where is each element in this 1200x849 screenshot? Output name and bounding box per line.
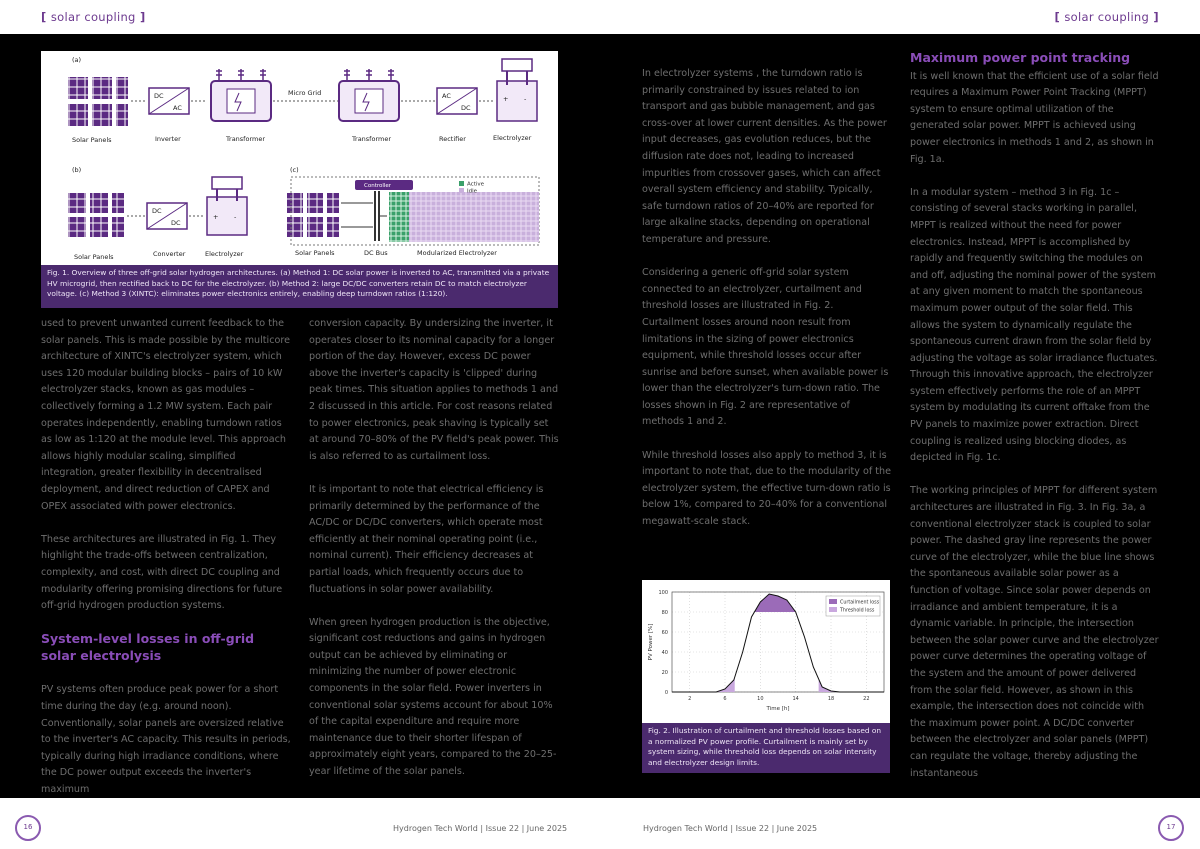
- micro-grid-label: Micro Grid: [288, 89, 322, 97]
- x-tick-label: 14: [792, 696, 799, 702]
- legend-active-label: Active: [467, 181, 485, 188]
- label-solar-panels: Solar Panels: [74, 253, 114, 261]
- footer-text-right: Hydrogen Tech World | Issue 22 | June 2025: [643, 824, 818, 833]
- column-4: [910, 50, 1160, 799]
- paragraph: It is important to note that electrical efficiency is primarily determined by the performance of the AC/DC or DC/DC converters, which operate most efficiently at their nominal operating point (i.e., nominal current). Their efficiency decreases at partial loads, which frequently occurs due to fluctuations in solar power availability.: [309, 483, 544, 595]
- page-number-right: [1158, 815, 1184, 841]
- x-tick-label: 18: [827, 696, 835, 702]
- x-tick-label: 10: [757, 696, 764, 702]
- label-inverter: Inverter: [155, 135, 181, 143]
- label-modular-electrolyzer: Modularized Electrolyzer: [417, 249, 497, 257]
- column-3: [642, 66, 892, 547]
- paragraph: conversion capacity. By undersizing the inverter, it operates closer to its nominal capacity for a longer portion of the day. However, excess DC power above the inverter's capacity is 'clipped' during peak times. This situation applies to methods 1 and 2 discussed in this article. For cost reasons related to power electronics, peak shaving is typically set at around 70–80% of the PV field's peak power. This is also referred to as curtailment loss.: [309, 318, 559, 462]
- y-tick-label: 0: [664, 690, 668, 696]
- svg-text:-: -: [234, 213, 237, 221]
- label-solar-panels: Solar Panels: [295, 249, 335, 257]
- panel-c-tag: (c): [290, 166, 299, 174]
- controller-box: [355, 180, 413, 190]
- x-tick-label: 22: [863, 696, 870, 702]
- legend-label: Threshold loss: [840, 608, 875, 614]
- svg-text:-: -: [524, 95, 527, 103]
- paragraph: In electrolyzer systems , the turndown ratio is primarily constrained by issues related to ion transport and gas bubble management, and gas cross-over at lower current densities. As the power input decreases, gas evolution reduces, but the diffusion rate does not, leading to increased impurities from crossover gases, which can affect overall system efficiency and stability. Typically, safe turndown ratios of 20–40% are reported for large alkaline stacks, depending on operational temperature and pressure.: [642, 68, 887, 245]
- converter-bottom-label: DC: [171, 219, 181, 227]
- modular-electrolyzer-grid: [389, 192, 539, 242]
- label-solar-panels: Solar Panels: [72, 136, 112, 144]
- svg-text:+: +: [213, 213, 219, 221]
- legend-swatch: [829, 607, 837, 612]
- paragraph: While threshold losses also apply to method 3, it is important to note that, due to the modularity of the electrolyzer system, the effective turn-down ratio is below 1%, compared to 20–40% for a conventional megawatt-scale stack.: [642, 449, 892, 528]
- footer-text-left: Hydrogen Tech World | Issue 22 | June 2025: [393, 824, 568, 833]
- label-transformer: Transformer: [226, 135, 266, 143]
- figure-2-caption: Fig. 2. Illustration of curtailment and threshold losses based on a normalized PV power profile. Curtailment is mainly set by system sizing, while threshold loss depends on solar intensity and electrolyzer design limits.: [642, 723, 890, 773]
- inverter-bottom-label: AC: [173, 104, 182, 112]
- converter-icon: [147, 203, 187, 229]
- solar-panels-icon: [68, 193, 124, 237]
- transformer-icon: [211, 69, 271, 121]
- paragraph: used to prevent unwanted current feedback to the solar panels. This is made possible by the multicore architecture of XINTC's electrolyzer system, which uses 120 modular building blocks – pairs of 10 kW electrolyzer stacks, known as gas modules – collectively forming a 1.2 MW system. Each pair operates independently, enabling turndown ratios as low as 1:120 at the module level. This approach allows highly modular scaling, simplified integration, greater flexibility in decentralised deployment, and direct reduction of CAPEX and OPEX associated with power electronics.: [41, 318, 290, 512]
- section-tag-right: [ solar coupling ]: [1054, 10, 1159, 24]
- x-tick-label: 6: [723, 696, 727, 702]
- rectifier-bottom-label: DC: [461, 104, 471, 112]
- solar-panels-icon: [287, 193, 339, 237]
- y-tick-label: 20: [661, 670, 668, 676]
- svg-text:+: +: [503, 95, 509, 103]
- footer-bar: [0, 798, 1200, 849]
- architecture-diagram: [41, 51, 558, 265]
- y-tick-label: 40: [661, 650, 668, 656]
- electrolyzer-icon: [207, 177, 247, 235]
- label-rectifier: Rectifier: [439, 135, 466, 143]
- inverter-icon: [149, 88, 189, 114]
- solar-panels-icon: [68, 77, 128, 126]
- paragraph: These architectures are illustrated in Fig. 1. They highlight the trade-offs between centralization, complexity, and cost, with direct DC coupling and modularity offering promising directions for future off-grid hydrogen production systems.: [41, 533, 283, 612]
- section-tag-left: [ solar coupling ]: [41, 10, 146, 24]
- pv-power-chart: [642, 580, 890, 723]
- controller-label: Controller: [364, 183, 392, 189]
- paragraph: When green hydrogen production is the objective, significant cost reductions and gains in hydrogen output can be achieved by eliminating or minimizing the number of power electronic components in the solar field. Power inverters in conventional solar systems account for about 10% of the capital expenditure and require more maintenance due to their shorter lifespan of approximately eight years, compared to the 20–25-year lifetime of the solar panels.: [309, 616, 557, 778]
- section-heading: Maximum power point tracking: [910, 50, 1131, 65]
- label-transformer: Transformer: [352, 135, 392, 143]
- rectifier-icon: [437, 88, 477, 114]
- label-electrolyzer: Electrolyzer: [205, 250, 244, 258]
- label-converter: Converter: [153, 250, 186, 258]
- electrolyzer-icon: [497, 59, 537, 121]
- section-tag-label: solar coupling: [50, 10, 136, 24]
- transformer-icon: [339, 69, 399, 121]
- legend-label: Curtailment loss: [840, 600, 880, 606]
- panel-a-tag: (a): [72, 56, 82, 64]
- paragraph: PV systems often produce peak power for a short time during the day (e.g. around noon). Conventionally, solar panels are oversized relative to the inverter's AC capacity. This results in periods, typically during high irradiance conditions, where the DC power output exceeds the inverter's maximum: [41, 684, 291, 796]
- page-number-left: [15, 815, 41, 841]
- legend-swatch: [829, 599, 837, 604]
- label-dc-bus: DC Bus: [364, 249, 388, 257]
- legend-idle-label: Idle: [467, 188, 478, 195]
- rectifier-top-label: AC: [442, 92, 451, 100]
- paragraph: It is well known that the efficient use of a solar field requires a Maximum Power Point Tracking (MPPT) system to ensure optimal utilization of the generated solar power. MPPT is achieved using power electronics in methods 1 and 2, as shown in Fig. 1a.: [910, 70, 1159, 165]
- panel-b-tag: (b): [72, 166, 82, 174]
- converter-top-label: DC: [152, 207, 162, 215]
- dc-bus-icon: [341, 191, 387, 241]
- page-number-label: 16: [23, 823, 33, 831]
- section-tag-label: solar coupling: [1064, 10, 1150, 24]
- paragraph: The working principles of MPPT for different system architectures are illustrated in Fig. 3. In Fig. 3a, a conventional electrolyzer stack is coupled to solar power. The dashed gray line represents the power curve of the electrolyzer, while the blue line shows the spontaneous available solar power as a function of voltage. Since solar power depends on irradiance and ambient temperature, it is a dynamic variable. In principle, the intersection between the solar power curve and the electrolyzer power curve determines the operating voltage of the system and the amount of power delivered from the solar field. However, as shown in this example, the intersection does not coincide with the maximum power point. A DC/DC converter between the electrolyzer and solar panels (MPPT) can regulate the voltage, thereby adjusting the instantaneous: [910, 485, 1159, 779]
- pv-power-chart-svg: [642, 580, 890, 723]
- x-tick-label: 2: [688, 696, 692, 702]
- section-heading: System-level losses in off-grid solar electrolysis: [41, 631, 255, 663]
- y-tick-label: 80: [661, 610, 668, 616]
- column-2: [309, 316, 559, 797]
- y-tick-label: 100: [658, 590, 668, 596]
- figure-1: [41, 51, 558, 308]
- y-tick-label: 60: [661, 630, 668, 636]
- page-number-label: 17: [1166, 823, 1176, 831]
- figure-2: [642, 580, 890, 773]
- paragraph: Considering a generic off-grid solar system connected to an electrolyzer, curtailment and threshold losses are illustrated in Fig. 2. Curtailment losses around noon result from limitations in the sizing of power electronics equipment, while threshold losses occur after sunrise and before sunset, when available power is lower than the electrolyzer's turn-down ratio. The losses shown in Fig. 2 are representative of methods 1 and 2.: [642, 267, 889, 428]
- column-1: [41, 316, 291, 815]
- label-electrolyzer: Electrolyzer: [493, 134, 532, 142]
- y-axis-label: PV Power [%]: [648, 623, 654, 661]
- x-axis-label: Time [h]: [766, 706, 790, 712]
- paragraph: In a modular system – method 3 in Fig. 1c – consisting of several stacks working in parallel, MPPT is realized without the need for power electronics. Instead, MPPT is accomplished by rapidly and frequently switching the modules on and off, adjusting the nominal power of the system at any given moment to match the spontaneous maximum power output of the solar field. This allows the system to dynamically regulate the spontaneous current drawn from the solar field by adjusting the voltage as solar irradiance fluctuates. Through this innovative approach, the electrolyzer system effectively performs the role of an MPPT system by modulating its current offtake from the PV panels to maximize power extraction. Direct coupling is realized using blocking diodes, as depicted in Fig. 1c.: [910, 186, 1158, 464]
- figure-1-caption: Fig. 1. Overview of three off-grid solar hydrogen architectures. (a) Method 1: DC solar power is inverted to AC, transmitted via a private HV microgrid, then rectified back to DC for the electrolyzer. (b) Method 2: large DC/DC converters retain DC to match electrolyzer voltage. (c) Method 3 (XINTC): eliminates power electronics entirely, enabling deep turndown ratios (1:120).: [41, 265, 558, 308]
- header-bar: [0, 0, 1200, 34]
- inverter-top-label: DC: [154, 92, 164, 100]
